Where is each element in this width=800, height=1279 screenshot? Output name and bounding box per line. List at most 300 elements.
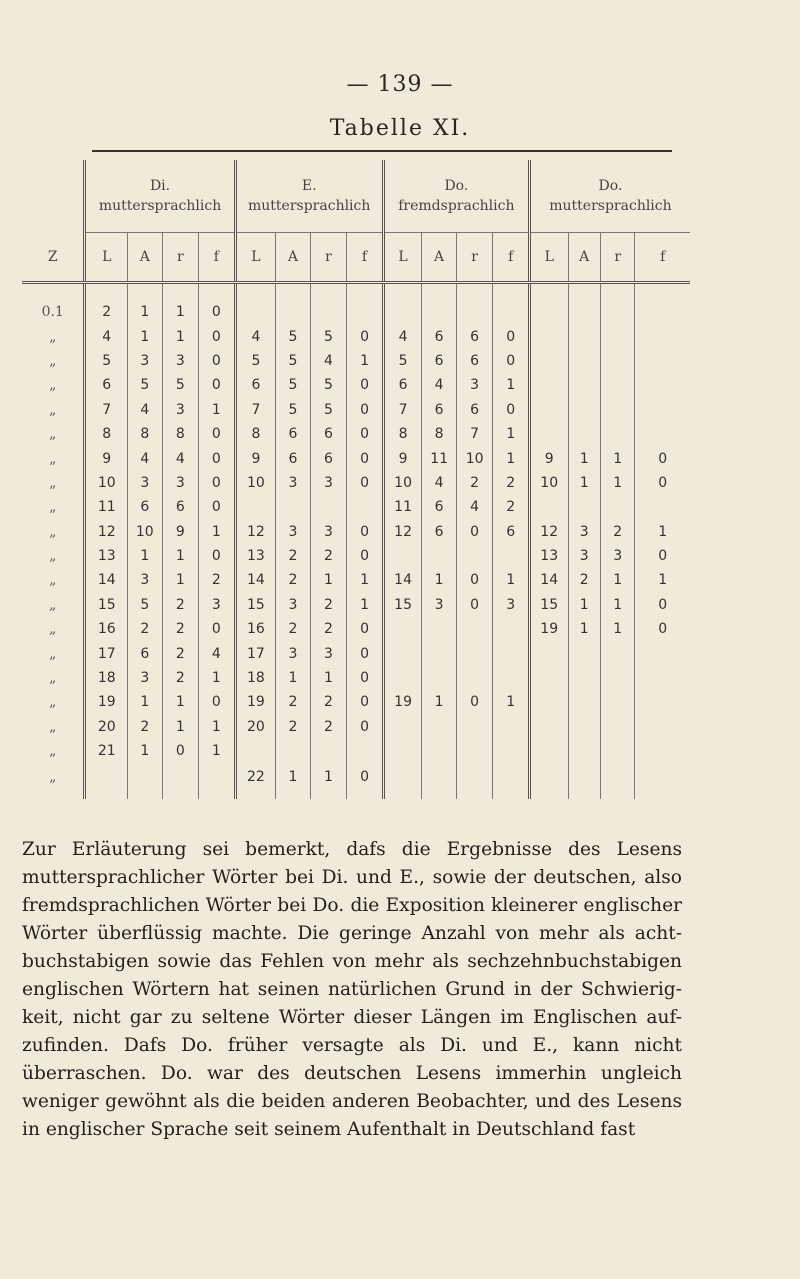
- table-cell: 3: [276, 520, 311, 544]
- table-cell: 2: [276, 544, 311, 568]
- table-cell: 3: [162, 349, 199, 373]
- group-sub: fremdsprachlich: [398, 198, 515, 214]
- z-cell: „: [49, 572, 57, 589]
- table-cell: 5: [310, 373, 347, 397]
- table-cell: [600, 283, 635, 325]
- table-cell: [383, 763, 422, 799]
- table-cell: [422, 641, 457, 665]
- table-cell: [235, 283, 276, 325]
- table-cell: 11: [383, 495, 422, 519]
- table-cell: [422, 617, 457, 641]
- table-cell: [568, 739, 600, 763]
- table-cell: 8: [162, 422, 199, 446]
- table-cell: [568, 641, 600, 665]
- table-cell: 16: [235, 617, 276, 641]
- table-cell: 3: [456, 373, 493, 397]
- table-cell: [456, 666, 493, 690]
- z-cell: „: [49, 670, 57, 687]
- table-cell: [635, 715, 690, 739]
- col-header-l: L: [383, 233, 422, 283]
- table-cell: [347, 495, 384, 519]
- table-cell: 2: [162, 593, 199, 617]
- table-cell: 3: [310, 520, 347, 544]
- table-cell: [422, 283, 457, 325]
- table-cell: 0: [347, 373, 384, 397]
- table-cell: [568, 715, 600, 739]
- table-cell: 4: [422, 373, 457, 397]
- table-cell: 4: [199, 641, 236, 665]
- table-cell: 2: [276, 568, 311, 592]
- table-cell: 3: [493, 593, 530, 617]
- table-cell: 1: [422, 568, 457, 592]
- table-row: [22, 666, 690, 690]
- table-cell: [635, 763, 690, 799]
- table-cell: 0: [635, 446, 690, 470]
- table-cell: 6: [310, 446, 347, 470]
- table-cell: 1: [162, 568, 199, 592]
- table-cell: 0: [199, 373, 236, 397]
- table-cell: [568, 495, 600, 519]
- table-cell: [529, 763, 568, 799]
- table-cell: [568, 763, 600, 799]
- group-sub: muttersprachlich: [248, 198, 371, 214]
- table-cell: [600, 422, 635, 446]
- table-cell: [568, 373, 600, 397]
- table-cell: 2: [199, 568, 236, 592]
- z-cell: „: [49, 743, 57, 760]
- table-cell: 2: [128, 617, 163, 641]
- table-cell: [529, 641, 568, 665]
- col-header-l: L: [235, 233, 276, 283]
- table-cell: 3: [128, 471, 163, 495]
- table-cell: 6: [493, 520, 530, 544]
- table-row: [22, 495, 690, 519]
- z-cell: „: [49, 718, 57, 735]
- table-cell: 9: [235, 446, 276, 470]
- page-number: — 139 —: [346, 72, 454, 97]
- table-cell: [310, 495, 347, 519]
- table-cell: 3: [568, 520, 600, 544]
- col-header-f: f: [199, 233, 236, 283]
- table-cell: 9: [529, 446, 568, 470]
- table-cell: 14: [529, 568, 568, 592]
- table-cell: 2: [456, 471, 493, 495]
- table-row: [22, 593, 690, 617]
- table-cell: 5: [128, 593, 163, 617]
- table-cell: 5: [276, 373, 311, 397]
- table-cell: 4: [456, 495, 493, 519]
- table-cell: [85, 763, 128, 799]
- table-cell: [276, 495, 311, 519]
- table-cell: [568, 422, 600, 446]
- table-cell: 0: [347, 666, 384, 690]
- table-cell: 1: [276, 763, 311, 799]
- table-cell: [493, 715, 530, 739]
- table-row: [22, 617, 690, 641]
- table-cell: 3: [422, 593, 457, 617]
- table-cell: 15: [383, 593, 422, 617]
- table-cell: 22: [235, 763, 276, 799]
- table-cell: 6: [422, 349, 457, 373]
- table-cell: 0: [347, 763, 384, 799]
- table-cell: [600, 739, 635, 763]
- table-cell: 0: [635, 544, 690, 568]
- table-cell: 6: [85, 373, 128, 397]
- table-cell: 1: [493, 690, 530, 714]
- table-cell: 15: [235, 593, 276, 617]
- table-cell: 4: [383, 324, 422, 348]
- table-cell: 10: [128, 520, 163, 544]
- table-cell: [600, 349, 635, 373]
- table-cell: 2: [276, 715, 311, 739]
- table-cell: [276, 283, 311, 325]
- table-cell: 2: [310, 690, 347, 714]
- table-row: [22, 349, 690, 373]
- table-cell: 1: [199, 520, 236, 544]
- table-cell: 1: [162, 544, 199, 568]
- table-cell: [199, 763, 236, 799]
- table-cell: [529, 666, 568, 690]
- z-cell: „: [49, 450, 57, 467]
- table-cell: 0: [456, 690, 493, 714]
- table-cell: 19: [383, 690, 422, 714]
- table-cell: 6: [422, 398, 457, 422]
- table-cell: 0: [347, 520, 384, 544]
- table-cell: 3: [128, 666, 163, 690]
- table-cell: 1: [347, 349, 384, 373]
- table-cell: [235, 495, 276, 519]
- paragraph-text: Zur Erläuterung sei bemerkt, dafs die Ergebnisse des Lesens muttersprachlicher Wörter bei Di. und E., sowie der deutschen, also fremdsprachlichen Wörter bei Do. die Exposition kleinerer englischer Wörter überflüssig machte. Die geringe Anzahl von mehr als acht-buchstabigen sowie das Fehlen von mehr als sechzehnbuchstabigen englischen Wörtern hat seinen natürlichen Grund in der Schwierig-keit, nicht gar zu seltene Wörter dieser Längen im Englischen auf-zufinden. Dafs Do. früher versagte als Di. und E., kann nicht überraschen. Do. war des deutschen Lesens immerhin ungleich weniger gewöhnt als die beiden anderen Beobachter, und des Lesens in englischer Sprache seit seinem Aufenthalt in Deutschland fast: [22, 839, 682, 1140]
- table-cell: [493, 763, 530, 799]
- table-cell: 0: [347, 544, 384, 568]
- table-cell: [529, 422, 568, 446]
- table-cell: [456, 715, 493, 739]
- table-cell: 0: [347, 398, 384, 422]
- table-cell: [600, 641, 635, 665]
- table-cell: 8: [128, 422, 163, 446]
- table-cell: 10: [85, 471, 128, 495]
- table-cell: [493, 641, 530, 665]
- table-cell: [529, 690, 568, 714]
- table-cell: [635, 739, 690, 763]
- table-cell: 0: [199, 544, 236, 568]
- table-cell: [600, 373, 635, 397]
- table-cell: 2: [310, 715, 347, 739]
- group-header-do-fremd: [383, 160, 529, 233]
- table-cell: 0: [347, 324, 384, 348]
- table-cell: [422, 715, 457, 739]
- table-cell: 18: [235, 666, 276, 690]
- table-cell: [456, 617, 493, 641]
- table-row: [22, 446, 690, 470]
- table-row: [22, 715, 690, 739]
- table-cell: [422, 739, 457, 763]
- table-cell: 6: [128, 495, 163, 519]
- table-cell: 2: [276, 617, 311, 641]
- table-cell: [422, 666, 457, 690]
- table-body: [22, 283, 690, 800]
- table-row: [22, 422, 690, 446]
- table-cell: [493, 739, 530, 763]
- table-cell: 0: [199, 690, 236, 714]
- table-cell: 10: [235, 471, 276, 495]
- table-cell: [600, 495, 635, 519]
- group-header-di: [85, 160, 235, 233]
- col-header-a: A: [128, 233, 163, 283]
- table-row: [22, 739, 690, 763]
- table-cell: 2: [310, 617, 347, 641]
- table-cell: [568, 324, 600, 348]
- table-cell: [383, 666, 422, 690]
- table-cell: [635, 422, 690, 446]
- table-cell: 2: [310, 544, 347, 568]
- table-cell: 0: [199, 471, 236, 495]
- table-cell: 0: [635, 471, 690, 495]
- table-row: [22, 398, 690, 422]
- table-cell: 1: [568, 446, 600, 470]
- table-cell: 14: [85, 568, 128, 592]
- table-cell: 1: [568, 593, 600, 617]
- table-cell: 2: [276, 690, 311, 714]
- col-header-a: A: [276, 233, 311, 283]
- col-header-r: r: [600, 233, 635, 283]
- table-cell: 19: [85, 690, 128, 714]
- z-cell: „: [49, 645, 57, 662]
- table-cell: [456, 544, 493, 568]
- table-cell: 0: [199, 349, 236, 373]
- group-sub: muttersprachlich: [98, 198, 222, 214]
- table-cell: [635, 283, 690, 325]
- table-cell: [635, 373, 690, 397]
- table-cell: [600, 324, 635, 348]
- table-cell: [529, 495, 568, 519]
- table-cell: 2: [162, 617, 199, 641]
- table-cell: [568, 349, 600, 373]
- table-cell: 5: [310, 398, 347, 422]
- table-cell: 3: [600, 544, 635, 568]
- table-row: [22, 544, 690, 568]
- table-cell: 4: [422, 471, 457, 495]
- table-cell: 6: [456, 349, 493, 373]
- table-cell: 21: [85, 739, 128, 763]
- table-cell: [635, 398, 690, 422]
- z-cell: „: [49, 621, 57, 638]
- table-cell: 4: [235, 324, 276, 348]
- table-cell: 1: [128, 544, 163, 568]
- col-header-r: r: [310, 233, 347, 283]
- table-cell: 12: [529, 520, 568, 544]
- table-cell: 3: [199, 593, 236, 617]
- table-cell: 2: [568, 568, 600, 592]
- table-cell: 3: [128, 349, 163, 373]
- table-cell: [383, 641, 422, 665]
- group-name: Do.: [598, 178, 623, 194]
- table-cell: 10: [529, 471, 568, 495]
- col-header-f: f: [493, 233, 530, 283]
- table-cell: 1: [493, 373, 530, 397]
- table-cell: 3: [128, 568, 163, 592]
- table-cell: 6: [456, 398, 493, 422]
- table-cell: [422, 763, 457, 799]
- table-cell: [383, 617, 422, 641]
- table-cell: 1: [600, 446, 635, 470]
- table-cell: 4: [310, 349, 347, 373]
- table-cell: 1: [199, 715, 236, 739]
- col-header-r: r: [162, 233, 199, 283]
- z-cell: „: [49, 328, 57, 345]
- table-cell: 14: [383, 568, 422, 592]
- table-cell: 3: [276, 471, 311, 495]
- table-cell: 1: [600, 617, 635, 641]
- table-cell: [635, 641, 690, 665]
- table-cell: [493, 666, 530, 690]
- table-cell: 5: [85, 349, 128, 373]
- table-cell: 20: [235, 715, 276, 739]
- table-cell: 2: [128, 715, 163, 739]
- table-cell: 1: [493, 422, 530, 446]
- table-cell: 8: [235, 422, 276, 446]
- table-cell: 5: [162, 373, 199, 397]
- table-cell: 6: [162, 495, 199, 519]
- z-cell: „: [49, 401, 57, 418]
- table-cell: 2: [310, 593, 347, 617]
- table-cell: [600, 715, 635, 739]
- table-cell: 1: [347, 568, 384, 592]
- table-cell: [635, 349, 690, 373]
- table-cell: [568, 690, 600, 714]
- table-cell: [493, 617, 530, 641]
- table-cell: 6: [128, 641, 163, 665]
- table-cell: 1: [635, 568, 690, 592]
- table-cell: [162, 763, 199, 799]
- table-cell: 3: [276, 641, 311, 665]
- table-cell: 1: [162, 690, 199, 714]
- table-row: [22, 520, 690, 544]
- table-cell: [383, 739, 422, 763]
- table-cell: 0: [347, 422, 384, 446]
- table-cell: 18: [85, 666, 128, 690]
- table-cell: 8: [422, 422, 457, 446]
- col-header-a: A: [568, 233, 600, 283]
- group-header-do-mutter: [529, 160, 690, 233]
- table-cell: 1: [199, 666, 236, 690]
- table-cell: 1: [128, 283, 163, 325]
- table-cell: 1: [128, 690, 163, 714]
- table-cell: 0: [199, 446, 236, 470]
- table-cell: 1: [347, 593, 384, 617]
- corner-cell: [22, 160, 85, 233]
- table-cell: 1: [600, 471, 635, 495]
- col-header-a: A: [422, 233, 457, 283]
- table-cell: 6: [456, 324, 493, 348]
- z-cell: „: [49, 474, 57, 491]
- table-cell: 8: [85, 422, 128, 446]
- table-cell: 1: [493, 568, 530, 592]
- table-cell: 4: [128, 398, 163, 422]
- table-cell: 3: [162, 471, 199, 495]
- column-header-row: [22, 233, 690, 283]
- table-cell: 1: [276, 666, 311, 690]
- data-table: [22, 160, 690, 799]
- table-cell: [383, 715, 422, 739]
- table-cell: 12: [85, 520, 128, 544]
- table-cell: 0: [199, 283, 236, 325]
- table-cell: 12: [235, 520, 276, 544]
- z-cell: „: [49, 596, 57, 613]
- table-cell: [635, 690, 690, 714]
- table-cell: 15: [529, 593, 568, 617]
- table-cell: [600, 666, 635, 690]
- group-header-row: [22, 160, 690, 233]
- table-cell: 2: [162, 666, 199, 690]
- table-cell: 5: [276, 398, 311, 422]
- group-name: Di.: [149, 178, 171, 194]
- z-cell: „: [49, 523, 57, 540]
- table-cell: 3: [162, 398, 199, 422]
- table-cell: 7: [85, 398, 128, 422]
- table-cell: 6: [276, 422, 311, 446]
- table-cell: 1: [493, 446, 530, 470]
- table-cell: 4: [128, 446, 163, 470]
- table-cell: [568, 666, 600, 690]
- table-cell: [456, 763, 493, 799]
- table-cell: 2: [162, 641, 199, 665]
- table-cell: [347, 739, 384, 763]
- table-cell: 9: [162, 520, 199, 544]
- group-sub: muttersprachlich: [549, 198, 672, 214]
- table-cell: 1: [199, 739, 236, 763]
- table-cell: 6: [383, 373, 422, 397]
- z-cell: „: [49, 499, 57, 516]
- table-cell: 6: [422, 495, 457, 519]
- table-cell: 20: [85, 715, 128, 739]
- table-cell: 10: [456, 446, 493, 470]
- group-name: Do.: [444, 178, 469, 194]
- table-cell: 0: [347, 446, 384, 470]
- table-cell: [529, 739, 568, 763]
- table-cell: 1: [310, 666, 347, 690]
- table-cell: 0: [199, 495, 236, 519]
- table-cell: 1: [310, 568, 347, 592]
- table-cell: [568, 398, 600, 422]
- table-cell: 0: [493, 349, 530, 373]
- table-cell: 0: [347, 641, 384, 665]
- table-cell: 0: [635, 617, 690, 641]
- table-cell: [310, 283, 347, 325]
- col-header-f: f: [635, 233, 690, 283]
- table-cell: 6: [422, 324, 457, 348]
- table-cell: [529, 398, 568, 422]
- table-cell: [383, 283, 422, 325]
- col-header-l: L: [85, 233, 128, 283]
- table-cell: [493, 283, 530, 325]
- table-cell: 1: [128, 324, 163, 348]
- table-cell: 0: [347, 715, 384, 739]
- table-row: [22, 763, 690, 799]
- table-cell: 4: [162, 446, 199, 470]
- table-cell: 17: [85, 641, 128, 665]
- table-cell: [235, 739, 276, 763]
- table-cell: 19: [529, 617, 568, 641]
- col-header-r: r: [456, 233, 493, 283]
- z-cell: „: [49, 352, 57, 369]
- table-row: [22, 690, 690, 714]
- table-cell: 6: [235, 373, 276, 397]
- table-cell: 0: [199, 617, 236, 641]
- table-cell: [347, 283, 384, 325]
- table-cell: [310, 739, 347, 763]
- table-cell: 1: [568, 471, 600, 495]
